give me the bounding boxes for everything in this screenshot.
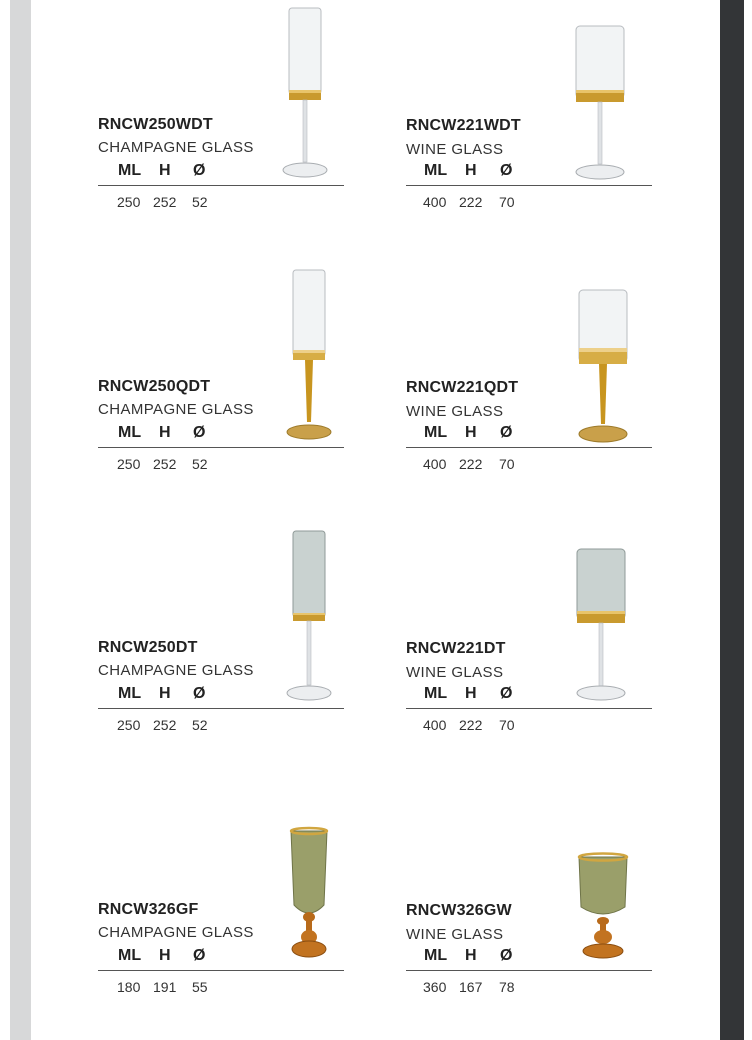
header-h: H [465,947,477,964]
value-ml: 250 [117,717,141,733]
product-card-rncw221qdt [406,262,666,502]
header-h: H [465,685,477,702]
divider-line [98,970,344,971]
header-h: H [159,424,171,441]
champagne-flute-gold-stem-icon [284,266,334,446]
product-type: WINE GLASS [406,926,504,943]
right-edge [744,0,752,1040]
header-diameter: Ø [500,424,513,441]
divider-line [406,970,652,971]
product-code: RNCW326GW [406,902,512,919]
divider-line [98,447,344,448]
divider-line [406,185,652,186]
header-diameter: Ø [500,685,513,702]
value-h: 252 [153,717,177,733]
value-h: 191 [153,979,177,995]
header-diameter: Ø [193,162,206,179]
right-margin-bar [720,0,744,1040]
value-diameter: 52 [192,717,208,733]
product-type: WINE GLASS [406,664,504,681]
header-diameter: Ø [193,947,206,964]
product-code: RNCW250DT [98,639,198,656]
value-h: 167 [459,979,483,995]
product-card-rncw250wdt [98,0,358,240]
value-diameter: 55 [192,979,208,995]
value-ml: 400 [423,717,447,733]
header-ml: ML [118,947,142,964]
header-ml: ML [424,947,448,964]
product-card-rncw250dt [98,523,358,763]
value-ml: 250 [117,194,141,210]
product-card-rncw221wdt [406,0,666,240]
left-margin-bar [10,0,31,1040]
header-diameter: Ø [500,947,513,964]
header-ml: ML [424,162,448,179]
product-type: CHAMPAGNE GLASS [98,401,254,418]
product-code: RNCW250QDT [98,378,211,395]
product-code: RNCW221WDT [406,117,521,134]
value-h: 252 [153,194,177,210]
header-h: H [159,162,171,179]
value-ml: 180 [117,979,141,995]
product-code: RNCW326GF [98,901,199,918]
product-type: CHAMPAGNE GLASS [98,662,254,679]
product-type: WINE GLASS [406,403,504,420]
header-ml: ML [118,685,142,702]
value-ml: 400 [423,456,447,472]
wine-glass-gold-band-clear-stem-icon [572,24,628,184]
header-ml: ML [424,424,448,441]
divider-line [98,185,344,186]
value-h: 252 [153,456,177,472]
value-diameter: 52 [192,456,208,472]
product-code: RNCW221DT [406,640,506,657]
header-h: H [159,947,171,964]
header-ml: ML [424,685,448,702]
value-ml: 360 [423,979,447,995]
champagne-flute-grey-tint-icon [284,527,334,707]
wine-glass-green-amber-stem-icon [574,851,632,971]
value-ml: 250 [117,456,141,472]
header-h: H [465,162,477,179]
product-type: CHAMPAGNE GLASS [98,924,254,941]
product-card-rncw326gf [98,785,358,1025]
product-card-rncw250qdt [98,262,358,502]
value-diameter: 70 [499,194,515,210]
wine-glass-gold-stem-icon [574,288,632,448]
value-h: 222 [459,456,483,472]
header-h: H [465,424,477,441]
value-ml: 400 [423,194,447,210]
value-diameter: 70 [499,456,515,472]
wine-glass-grey-tint-icon [572,547,630,707]
header-h: H [159,685,171,702]
value-diameter: 70 [499,717,515,733]
value-diameter: 52 [192,194,208,210]
header-diameter: Ø [500,162,513,179]
header-diameter: Ø [193,424,206,441]
divider-line [406,708,652,709]
value-h: 222 [459,717,483,733]
champagne-flute-green-amber-stem-icon [284,825,334,975]
champagne-flute-gold-band-clear-stem-icon [280,4,330,184]
product-code: RNCW221QDT [406,379,519,396]
product-card-rncw326gw [406,785,666,1025]
value-h: 222 [459,194,483,210]
divider-line [406,447,652,448]
divider-line [98,708,344,709]
header-ml: ML [118,424,142,441]
product-type: CHAMPAGNE GLASS [98,139,254,156]
product-card-rncw221dt [406,523,666,763]
header-ml: ML [118,162,142,179]
product-code: RNCW250WDT [98,116,213,133]
product-type: WINE GLASS [406,141,504,158]
header-diameter: Ø [193,685,206,702]
value-diameter: 78 [499,979,515,995]
